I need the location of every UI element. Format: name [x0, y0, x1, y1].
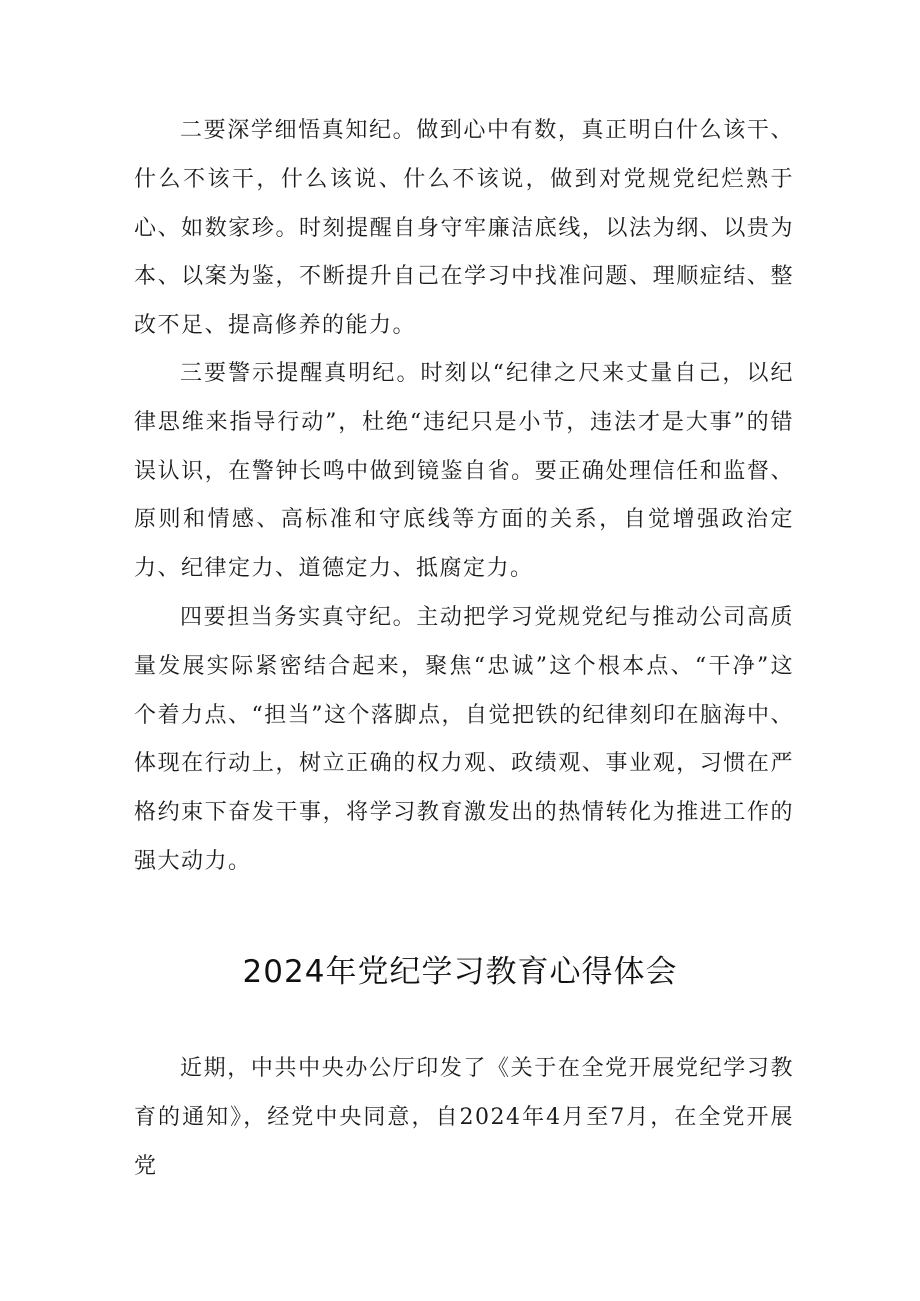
paragraph-block [134, 107, 794, 351]
paragraph-block [134, 594, 794, 887]
paragraph-third-requirement: 三要警示提醒真明纪。时刻以“纪律之尺来丈量自己，以纪律思维来指导行动”，杜绝“违纪只是小节，违法才是大事”的错误认识，在警钟长鸣中做到镜鉴自省。要正确处理信任和监督、原则和情感、高标准和守底线等方面的关系，自觉增强政治定力、纪律定力、道德定力、抵腐定力。 [134, 361, 794, 582]
paragraph-fourth-requirement: 四要担当务实真守纪。主动把学习党规党纪与推动公司高质量发展实际紧密结合起来，聚焦“忠诚”这个根本点、“干净”这个着力点、“担当”这个落脚点，自觉把铁的纪律刻印在脑海中、体现在行动上，树立正确的权力观、政绩观、事业观，习惯在严格约束下奋发干事，将学习教育激发出的热情转化为推进工作的强大动力。 [134, 605, 794, 874]
paragraph-block [134, 1045, 794, 1191]
paragraph-block [134, 350, 794, 594]
intro-paragraph: 近期，中共中央办公厅印发了《关于在全党开展党纪学习教育的通知》，经党中央同意，自2024年4月至7月，在全党开展党 [134, 1056, 794, 1179]
section-title: 2024年党纪学习教育心得体会 [242, 954, 678, 990]
paragraph-second-requirement: 二要深学细悟真知纪。做到心中有数，真正明白什么该干、什么不该干，什么该说、什么不该说，做到对党规党纪烂熟于心、如数家珍。时刻提醒自身守牢廉洁底线，以法为纲、以贵为本、以案为鉴，不断提升自己在学习中找准问题、理顺症结、整改不足、提高修养的能力。 [134, 118, 794, 339]
